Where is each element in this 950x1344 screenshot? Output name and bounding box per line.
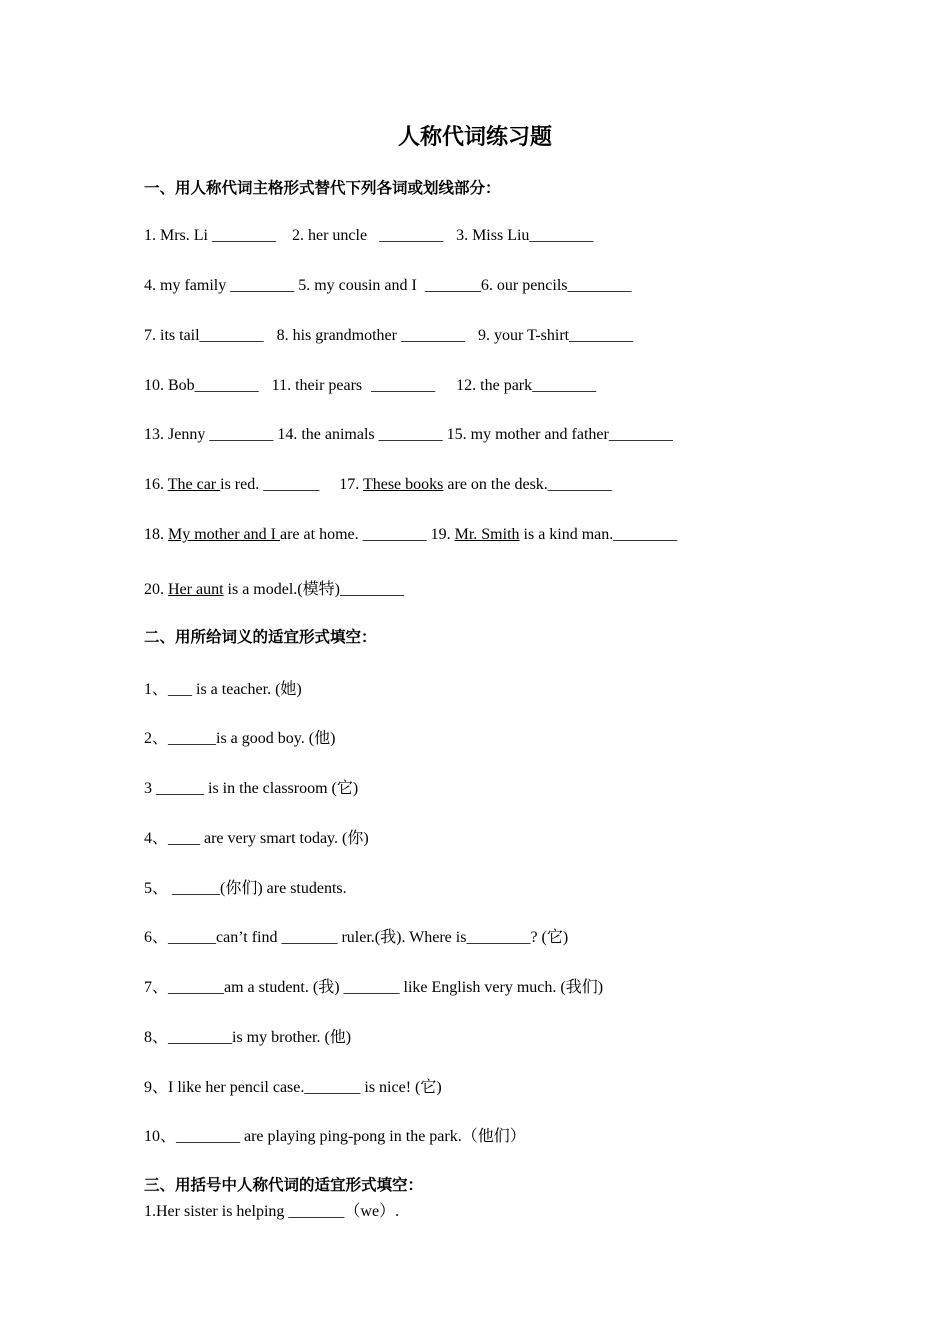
item-text: 11. their pears <box>271 377 363 394</box>
fill-item-9: 9、I like her pencil case._______ is nice! (它) <box>144 1079 442 1096</box>
item-text: 16. <box>144 476 168 493</box>
underlined-phrase: Mr. Smith <box>454 526 520 543</box>
fill-item-1: 1、___ is a teacher. (她) <box>144 681 302 698</box>
fill-item-6: 6、______can’t find _______ ruler.(我). Where is________? (它) <box>144 929 569 946</box>
item-text: ________ <box>379 227 444 244</box>
item-text: 2. her uncle <box>292 227 368 244</box>
item-text: 1. Mrs. Li ________ <box>144 227 276 244</box>
fill-item-4: 4、____ are very smart today. (你) <box>144 830 369 847</box>
fill-item-5: 5、 ______(你们) are students. <box>144 880 347 897</box>
fill-item-7: 7、_______am a student. (我) _______ like English very much. (我们) <box>144 979 604 996</box>
item-text: is red. _______ <box>220 476 320 493</box>
item-text: 3. Miss Liu________ <box>456 227 594 244</box>
exercise-line-5 <box>144 426 673 444</box>
item-text: 20. <box>144 581 168 598</box>
page-title: 人称代词练习题 <box>397 124 552 150</box>
item-text: are at home. ________ 19. <box>279 526 455 543</box>
exercise-line-4 <box>144 377 596 395</box>
section1-heading: 一、用人称代词主格形式替代下列各词或划线部分： <box>144 179 501 197</box>
exercise-line-6 <box>144 476 612 494</box>
item-text: ________ <box>371 377 436 394</box>
item-text: is a kind man.________ <box>519 526 678 543</box>
exercise-line-3 <box>144 327 633 345</box>
section3-item-1: 1.Her sister is helping _______（we）. <box>144 1203 400 1220</box>
underlined-phrase: My mother and I <box>168 526 280 543</box>
item-text: 17. <box>339 476 363 493</box>
item-text: is a model.(模特)________ <box>223 581 404 598</box>
item-text: 7. its tail________ <box>144 327 264 344</box>
item-text: 10. Bob________ <box>144 377 259 394</box>
section2-heading: 二、用所给词义的适宜形式填空： <box>144 628 377 646</box>
underlined-phrase: The car <box>167 476 221 493</box>
item-text: 12. the park________ <box>456 377 597 394</box>
item-text: 9. your T-shirt________ <box>477 327 634 344</box>
exercise-line-1 <box>144 227 593 245</box>
fill-item-8: 8、________is my brother. (他) <box>144 1029 352 1046</box>
item-text: 4. my family ________ 5. my cousin and I <box>144 277 417 294</box>
underlined-phrase: These books <box>362 476 444 493</box>
section3-heading: 三、用括号中人称代词的适宜形式填空： <box>144 1176 424 1194</box>
fill-item-3: 3 ______ is in the classroom (它) <box>144 780 359 797</box>
item-text: 18. <box>144 526 168 543</box>
exercise-line-8 <box>144 576 404 599</box>
exercise-line-2 <box>144 277 632 295</box>
fill-item-2: 2、______is a good boy. (他) <box>144 730 336 747</box>
item-text: 13. Jenny ________ 14. the animals ________ 15. my mother and father________ <box>144 426 673 443</box>
underlined-phrase: Her aunt <box>168 581 224 598</box>
item-text: _______6. our pencils________ <box>424 277 632 294</box>
exercise-line-7 <box>144 526 677 544</box>
item-text: 8. his grandmother ________ <box>276 327 465 344</box>
item-text: are on the desk.________ <box>443 476 612 493</box>
fill-item-10: 10、________ are playing ping-pong in the park.（他们） <box>144 1128 526 1145</box>
